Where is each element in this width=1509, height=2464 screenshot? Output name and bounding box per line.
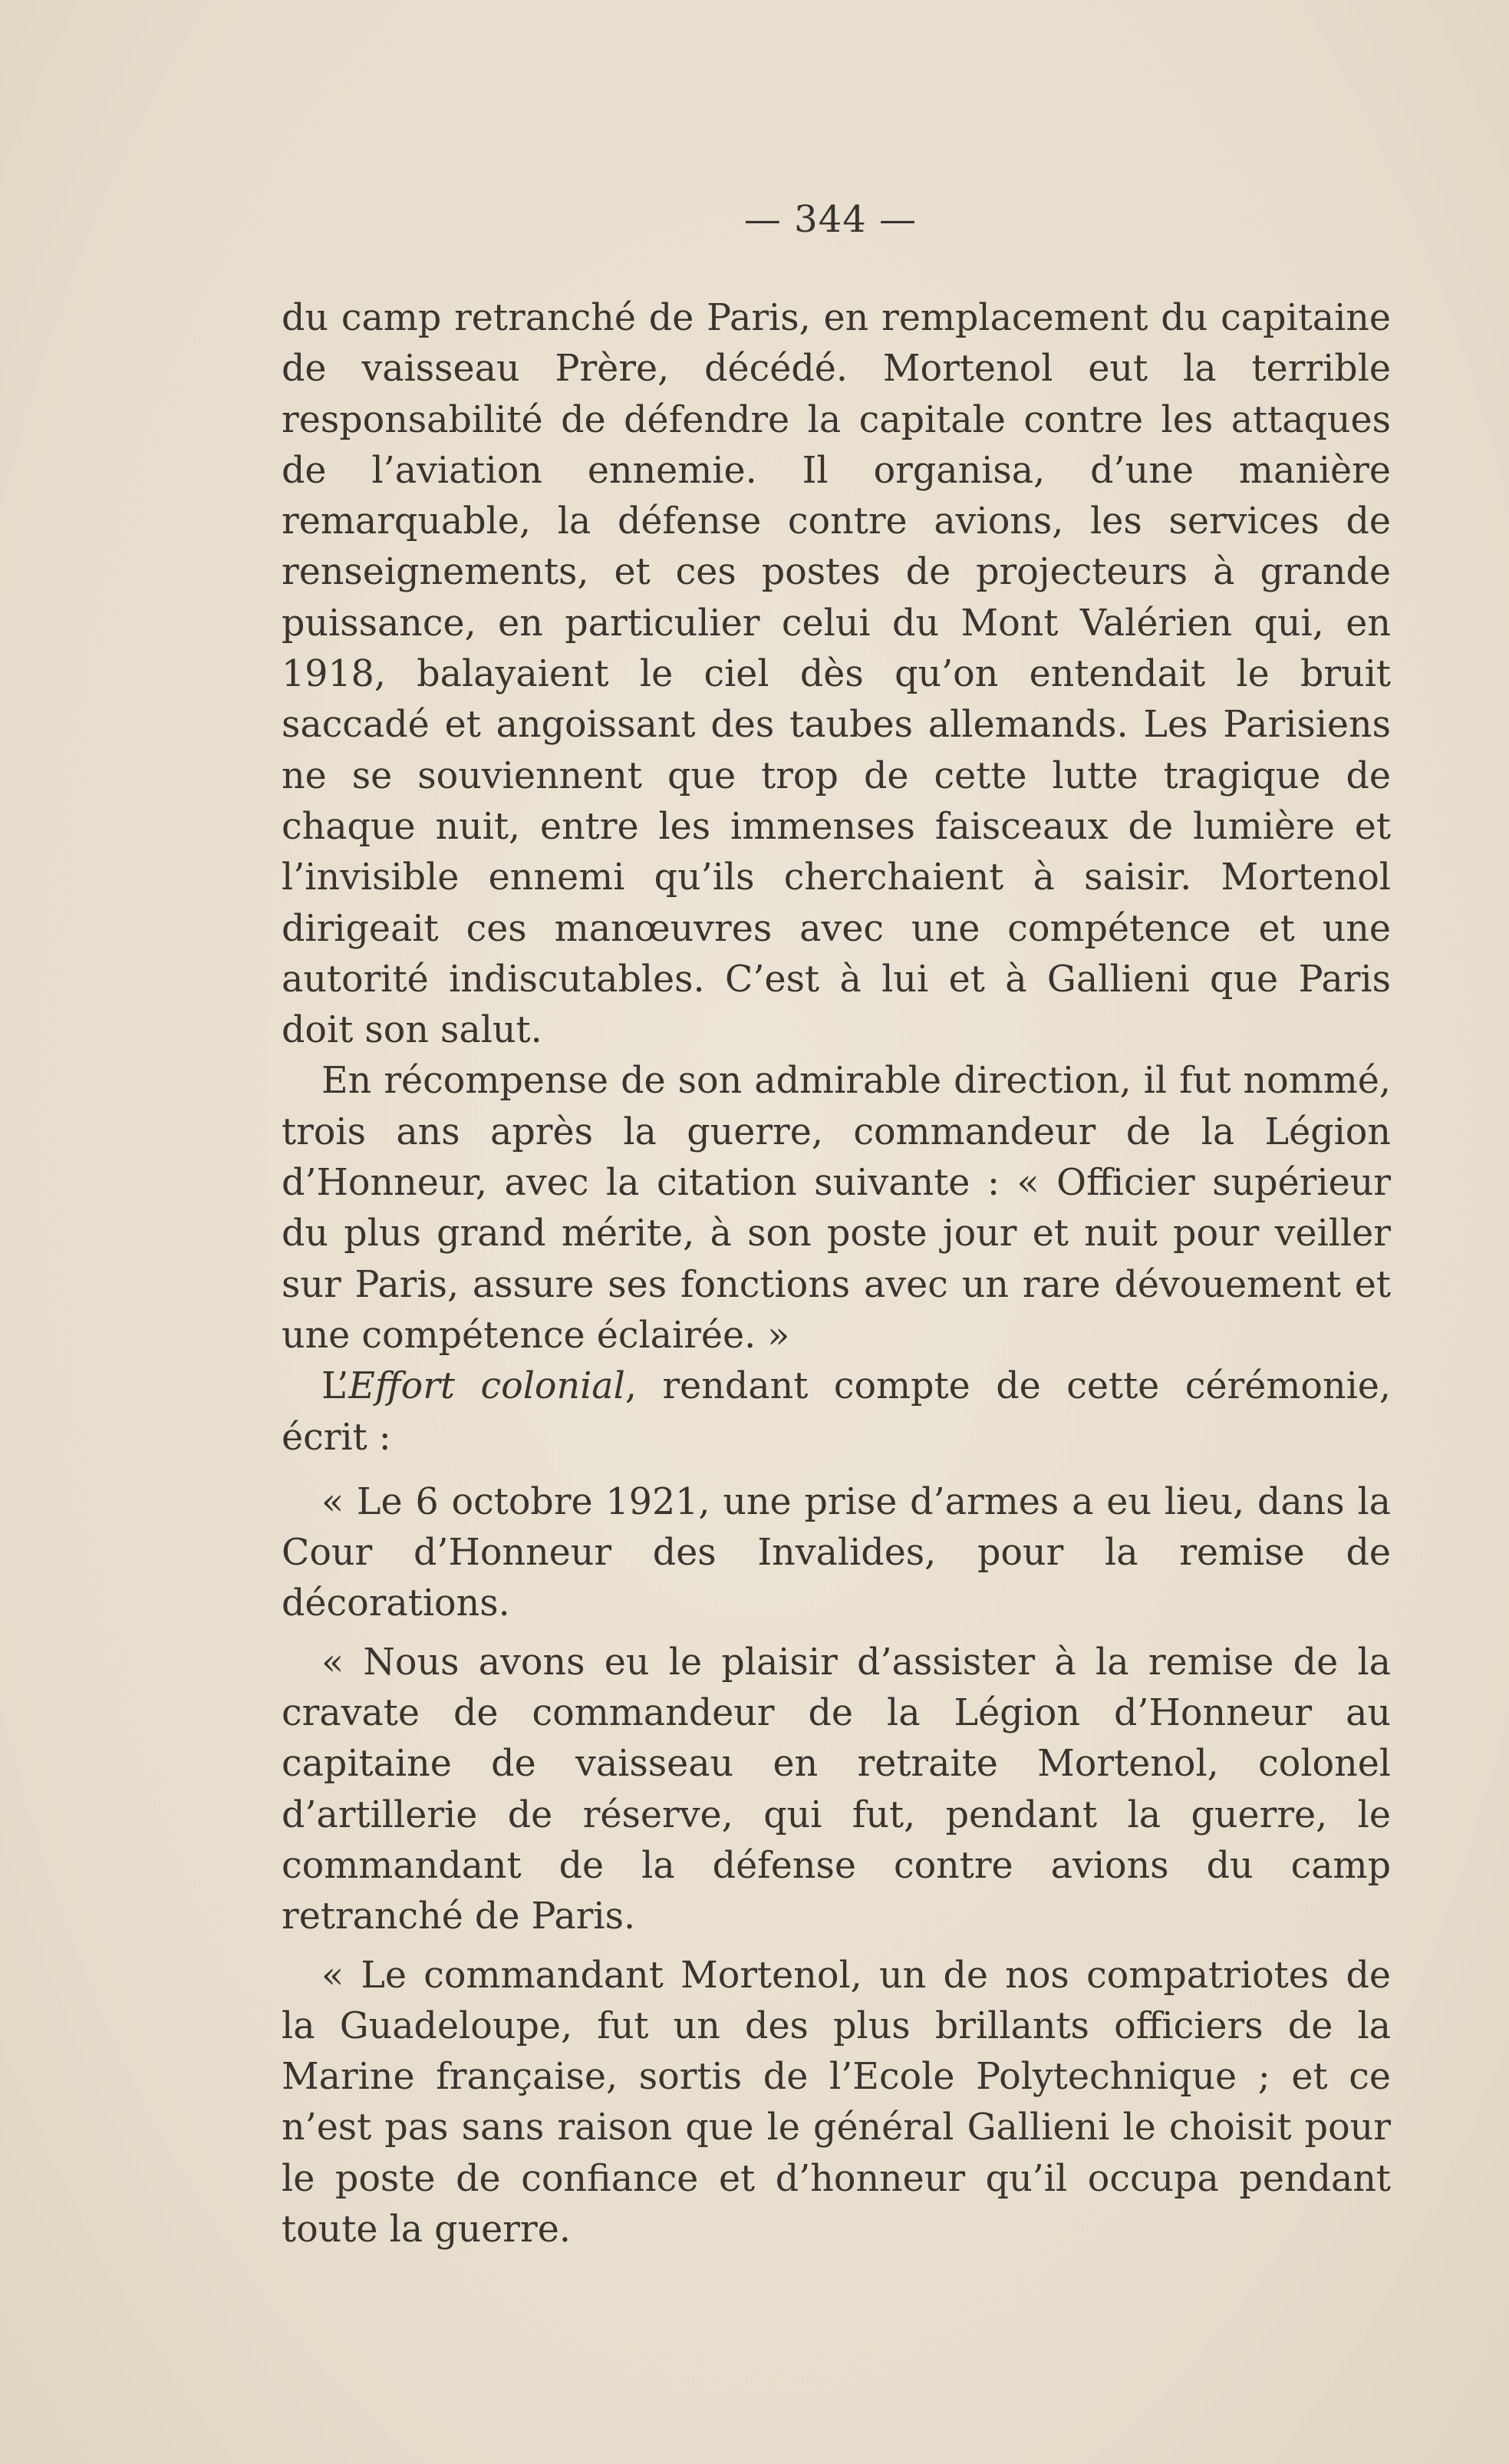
quote-paragraph-1: « Le 6 octobre 1921, une prise d’armes a eu lieu, dans la Cour d’Honneur des Invalides, pour la remise de décorations. (282, 1480, 1391, 1625)
quote-paragraph-2: « Nous avons eu le plaisir d’assister à la remise de la cravate de commandeur de la Légion d’Honneur au capitaine de vaisseau en retraite Mortenol, colonel d’artillerie de réserve, qui fut, pendant la guerre, le commandant de la défense contre avions du camp retranché de Paris. (282, 1641, 1391, 1938)
paragraph-2: En récompense de son admirable direction, il fut nommé, trois ans après la guerre, commandeur de la Légion d’Honneur, avec la citation suivante : « Officier supérieur du plus grand mérite, à son poste jour et nuit pour veiller sur Paris, assure ses fonctions avec un rare dévouement et une compétence éclairée. » (282, 1060, 1391, 1357)
page-number: — 344 — (743, 198, 918, 241)
paragraph-1: du camp retranché de Paris, en remplacement du capitaine de vaisseau Prère, décédé. Mortenol eut la terrible responsabilité de défendre la capitale contre les attaques de l’aviation ennemie. Il organisa, d’une manière remarquable, la défense contre avions, les services de renseignements, et ces postes de projecteurs à grande puissance, en particulier celui du Mont Valérien qui, en 1918, balayaient le ciel dès qu’on entendait le bruit saccadé et angoissant des taubes allemands. Les Parisiens ne se souviennent que trop de cette lutte tragique de chaque nuit, entre les immenses faisceaux de lumière et l’invisible ennemi qu’ils cherchaient à saisir. Mortenol dirigeait ces manœuvres avec une compétence et une autorité indiscutables. C’est à lui et à Gallieni que Paris doit son salut. (282, 297, 1391, 1052)
paragraph-3-rest: , rendant compte de cette cérémonie, écrit : (282, 1365, 1392, 1459)
quote-paragraph-3: « Le commandant Mortenol, un de nos compatriotes de la Guadeloupe, fut un des plus brillants officiers de la Marine française, sortis de l’Ecole Polytechnique ; et ce n’est pas sans raison que le général Gallieni le choisit pour le poste de confiance et d’honneur qu’il occupa pendant toute la guerre. (282, 1954, 1391, 2251)
paragraph-3 (282, 1361, 1391, 1463)
journal-title: Effort colonial (348, 1365, 625, 1408)
paragraph-3-prefix: L’ (321, 1365, 349, 1408)
body-text (282, 293, 1391, 2255)
